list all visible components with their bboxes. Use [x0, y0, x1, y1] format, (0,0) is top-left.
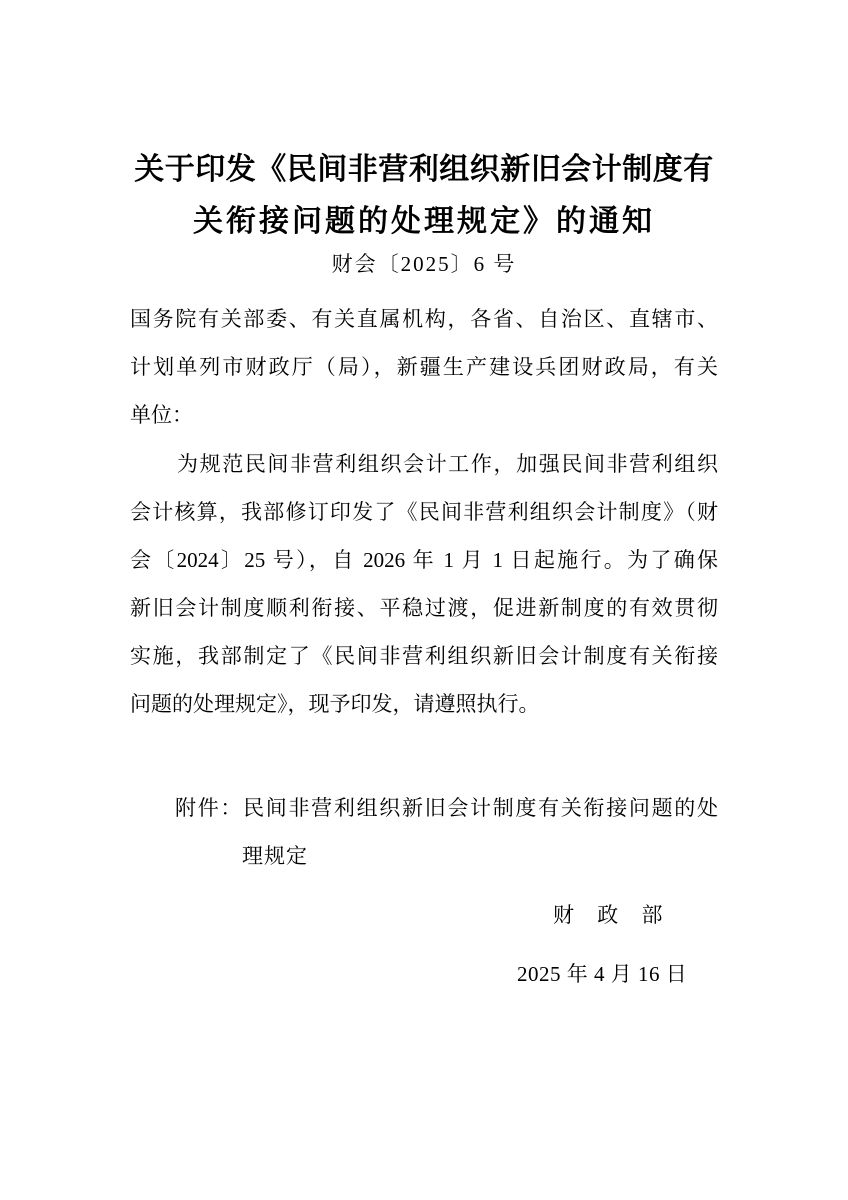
document-number: 财会〔2025〕6 号 [331, 252, 517, 276]
salutation-line-1: 国务院有关部委、有关直属机构，各省、自治区、直辖市、 [130, 307, 718, 331]
salutation-line-2: 计划单列市财政厅（局），新疆生产建设兵团财政局，有关 [130, 355, 718, 379]
notice-title-line-2: 关衔接问题的处理规定》的通知 [193, 205, 655, 238]
body-paragraph-line-3: 会〔2024〕25 号），自 2026 年 1 月 1 日起施行。为了确保 [130, 548, 718, 572]
salutation-line-3: 单位： [130, 403, 193, 427]
body-paragraph-line-2: 会计核算，我部修订印发了《民间非营利组织会计制度》（财 [130, 500, 718, 524]
issue-date: 2025 年 4 月 16 日 [517, 962, 688, 986]
notice-title-line-1: 关于印发《民间非营利组织新旧会计制度有 [134, 153, 714, 186]
body-paragraph-line-6: 问题的处理规定》，现予印发，请遵照执行。 [130, 692, 540, 716]
body-paragraph-line-4: 新旧会计制度顺利衔接、平稳过渡，促进新制度的有效贯彻 [130, 596, 718, 620]
attachment-line-1: 附件：民间非营利组织新旧会计制度有关衔接问题的处 [175, 796, 718, 820]
body-paragraph-line-5: 实施，我部制定了《民间非营利组织新旧会计制度有关衔接 [130, 644, 718, 668]
issuer-signature: 财 政 部 [553, 903, 672, 927]
attachment-line-2: 理规定 [242, 844, 308, 868]
body-paragraph-line-1: 为规范民间非营利组织会计工作，加强民间非营利组织 [177, 452, 718, 476]
